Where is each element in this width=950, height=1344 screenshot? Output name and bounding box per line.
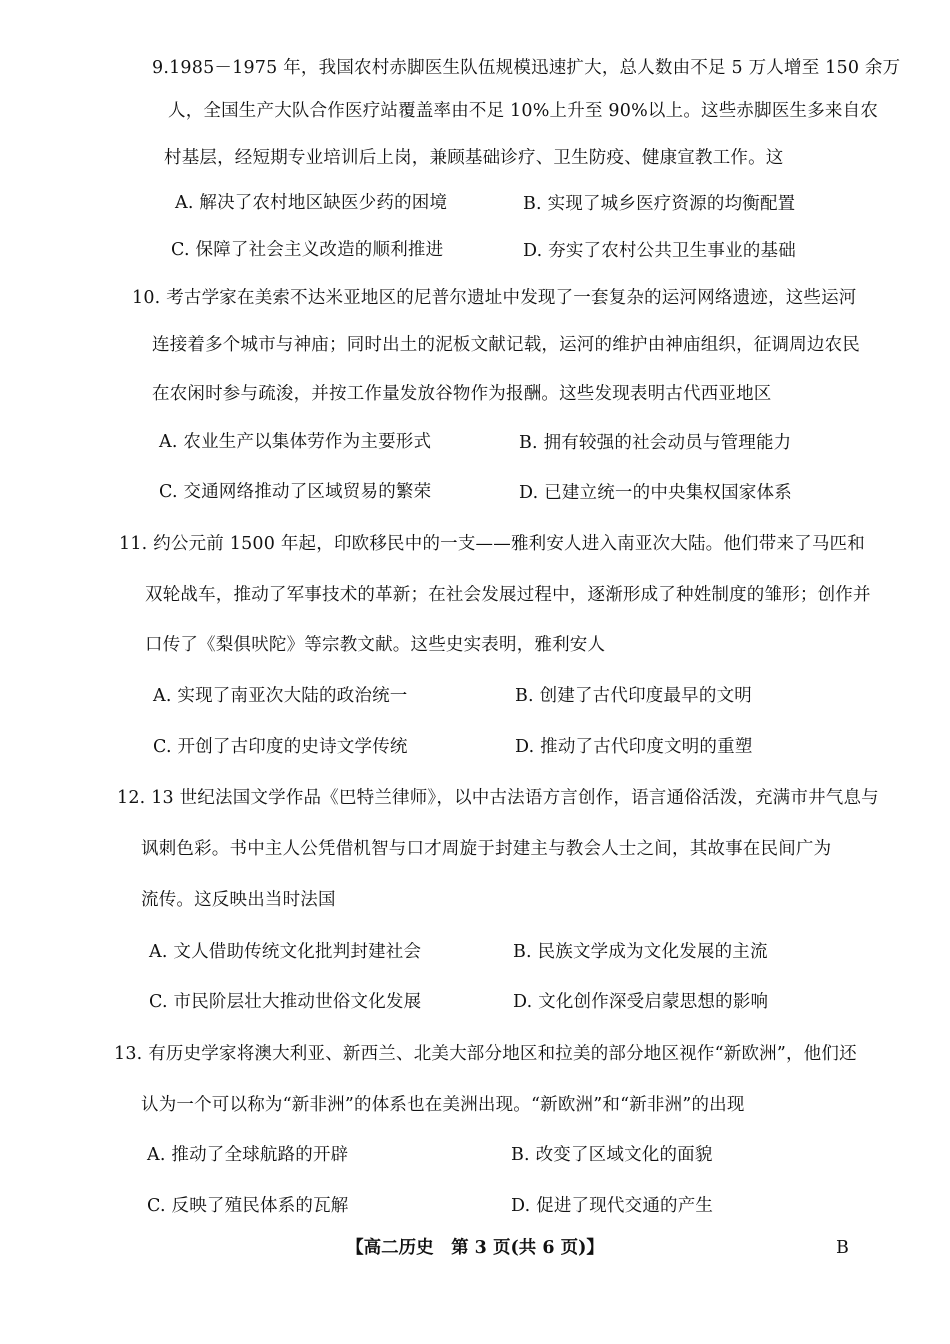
question-10-option-b: B. 拥有较强的社会动员与管理能力 — [519, 433, 792, 453]
question-13-option-d: D. 促进了现代交通的产生 — [511, 1196, 714, 1216]
question-13-line-2: 认为一个可以称为“新非洲”的体系也在美洲出现。“新欧洲”和“新非洲”的出现 — [141, 1095, 745, 1115]
question-9-line-3: 村基层，经短期专业培训后上岗，兼顾基础诊疗、卫生防疫、健康宣教工作。这 — [164, 148, 784, 168]
question-10-option-a: A. 农业生产以集体劳作为主要形式 — [159, 432, 432, 452]
question-12-option-c: C. 市民阶层壮大推动世俗文化发展 — [149, 992, 422, 1012]
question-10-line-2: 连接着多个城市与神庙；同时出土的泥板文献记载，运河的维护由神庙组织，征调周边农民 — [152, 335, 860, 355]
question-11-line-1: 11. 约公元前 1500 年起，印欧移民中的一支——雅利安人进入南亚次大陆。他们带来了马匹和 — [119, 534, 865, 554]
question-9-line-1: 9.1985－1975 年，我国农村赤脚医生队伍规模迅速扩大，总人数由不足 5 万人增至 150 余万 — [152, 58, 901, 78]
question-9-option-b: B. 实现了城乡医疗资源的均衡配置 — [523, 194, 796, 214]
question-13-line-1: 13. 有历史学家将澳大利亚、新西兰、北美大部分地区和拉美的部分地区视作“新欧洲”，他们还 — [114, 1044, 857, 1064]
question-11-option-a: A. 实现了南亚次大陆的政治统一 — [153, 686, 408, 706]
question-11-line-3: 口传了《梨俱吠陀》等宗教文献。这些史实表明，雅利安人 — [145, 635, 606, 655]
question-11-line-2: 双轮战车，推动了军事技术的革新；在社会发展过程中，逐渐形成了种姓制度的雏形；创作并 — [145, 585, 871, 605]
question-13-option-a: A. 推动了全球航路的开辟 — [147, 1145, 349, 1165]
question-11-option-b: B. 创建了古代印度最早的文明 — [515, 686, 752, 706]
question-12-option-d: D. 文化创作深受启蒙思想的影响 — [513, 992, 769, 1012]
question-9-option-d: D. 夯实了农村公共卫生事业的基础 — [523, 241, 796, 261]
question-12-option-b: B. 民族文学成为文化发展的主流 — [513, 942, 768, 962]
question-12-option-a: A. 文人借助传统文化批判封建社会 — [149, 942, 422, 962]
question-10-option-d: D. 已建立统一的中央集权国家体系 — [519, 483, 792, 503]
question-11-option-d: D. 推动了古代印度文明的重塑 — [515, 737, 753, 757]
question-12-line-3: 流传。这反映出当时法国 — [141, 890, 336, 910]
question-12-line-1: 12. 13 世纪法国文学作品《巴特兰律师》，以中古法语方言创作，语言通俗活泼，充满市井气息与 — [117, 788, 879, 808]
page-number-label: 【高二历史 第 3 页(共 6 页)】 — [346, 1238, 604, 1258]
question-9-option-c: C. 保障了社会主义改造的顺利推进 — [171, 240, 444, 260]
question-12-line-2: 讽刺色彩。书中主人公凭借机智与口才周旋于封建主与教会人士之间，其故事在民间广为 — [141, 839, 832, 859]
question-13-option-b: B. 改变了区域文化的面貌 — [511, 1145, 713, 1165]
question-10-option-c: C. 交通网络推动了区域贸易的繁荣 — [159, 482, 432, 502]
question-11-option-c: C. 开创了古印度的史诗文学传统 — [153, 737, 408, 757]
question-9-line-2: 人，全国生产大队合作医疗站覆盖率由不足 10%上升至 90%以上。这些赤脚医生多来自农 — [168, 101, 879, 121]
question-10-line-3: 在农闲时参与疏浚，并按工作量发放谷物作为报酬。这些发现表明古代西亚地区 — [152, 384, 772, 404]
question-13-option-c: C. 反映了殖民体系的瓦解 — [147, 1196, 349, 1216]
question-9-option-a: A. 解决了农村地区缺医少药的困境 — [175, 193, 448, 213]
paper-code: B — [836, 1238, 849, 1258]
question-10-line-1: 10. 考古学家在美索不达米亚地区的尼普尔遗址中发现了一套复杂的运河网络遗迹，这些运河 — [132, 288, 857, 308]
